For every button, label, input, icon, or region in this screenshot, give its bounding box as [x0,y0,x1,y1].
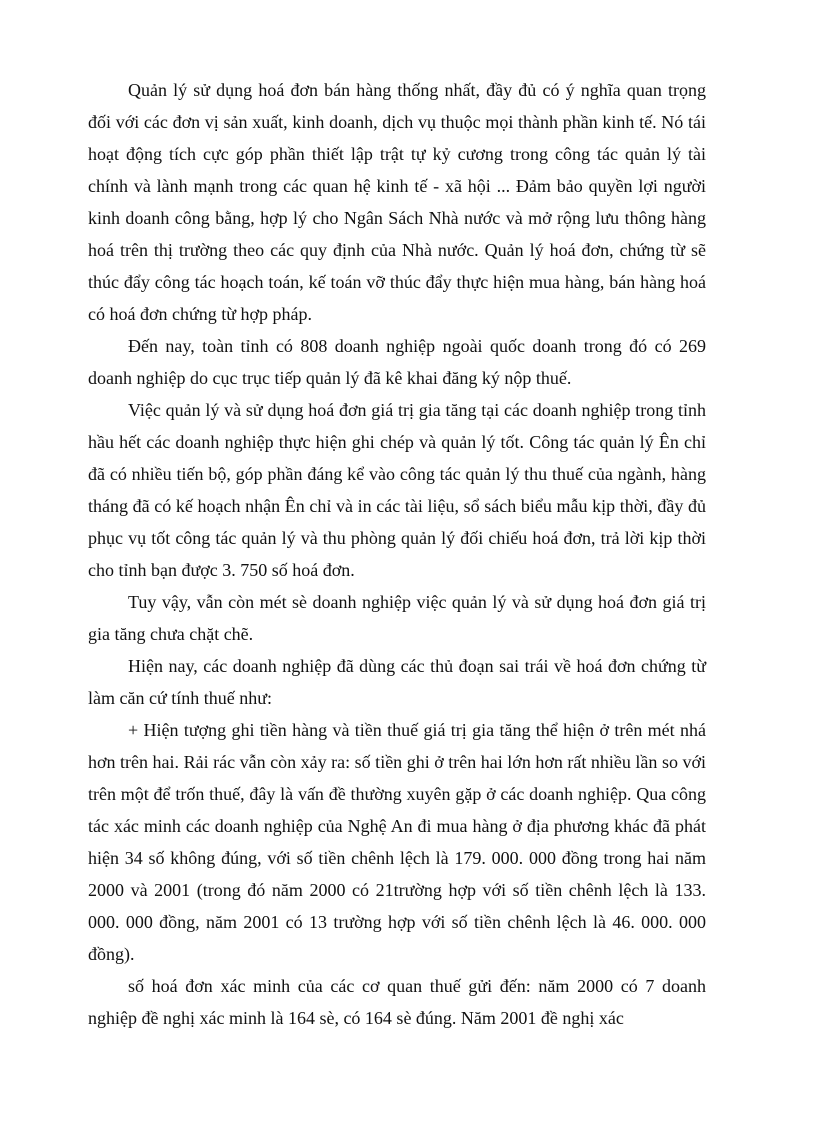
paragraph-verification: số hoá đơn xác minh của các cơ quan thuế gửi đến: năm 2000 có 7 doanh nghiệp đề nghị xác minh là 164 sè, có 164 sè đúng. Năm 2001 đề nghị xác [88,976,706,1028]
document-body [88,74,706,1034]
paragraph-fraud-methods-intro: Hiện nay, các doanh nghiệp đã dùng các thủ đoạn sai trái về hoá đơn chứng từ làm căn cứ tính thuế như: [88,656,706,708]
paragraph-fraud-details: + Hiện tượng ghi tiền hàng và tiền thuế giá trị gia tăng thể hiện ở trên mét nhá hơn trên hai. Rải rác vẫn còn xảy ra: số tiền ghi ở trên hai lớn hơn rất nhiều lần so với trên một để trốn thuế, đây là vấn đề thường xuyên gặp ở các doanh nghiệp. Qua công tác xác minh các doanh nghiệp của Nghệ An đi mua hàng ở địa phương khác đã phát hiện 34 số không đúng, với số tiền chênh lệch là 179. 000. 000 đồng trong hai năm 2000 và 2001 (trong đó năm 2000 có 21trường hợp với số tiền chênh lệch là 133. 000. 000 đồng, năm 2001 có 13 trường hợp với số tiền chênh lệch là 46. 000. 000 đồng). [88,720,706,964]
paragraph-vat-invoice-usage: Việc quản lý và sử dụng hoá đơn giá trị gia tăng tại các doanh nghiệp trong tỉnh hầu hết các doanh nghiệp thực hiện ghi chép và quản lý tốt. Công tác quản lý Ên chỉ đã có nhiều tiến bộ, góp phần đáng kể vào công tác quản lý thu thuế của ngành, hàng tháng đã có kế hoạch nhận Ên chỉ và in các tài liệu, sổ sách biểu mẫu kịp thời, đầy đủ phục vụ tốt công tác quản lý và thu phòng quản lý đối chiếu hoá đơn, trả lời kịp thời cho tỉnh bạn được 3. 750 số hoá đơn. [88,400,706,580]
paragraph-invoice-management: Quản lý sử dụng hoá đơn bán hàng thống nhất, đầy đủ có ý nghĩa quan trọng đối với các đơn vị sản xuất, kinh doanh, dịch vụ thuộc mọi thành phần kinh tế. Nó tái hoạt động tích cực góp phần thiết lập trật tự kỷ cương trong công tác quản lý tài chính và lành mạnh trong các quan hệ kinh tế - xã hội ... Đảm bảo quyền lợi người kinh doanh công bằng, hợp lý cho Ngân Sách Nhà nước và mở rộng lưu thông hàng hoá trên thị trường theo các quy định của Nhà nước. Quản lý hoá đơn, chứng từ sẽ thúc đẩy công tác hoạch toán, kế toán vỡ thúc đẩy thực hiện mua hàng, bán hàng hoá có hoá đơn chứng từ hợp pháp. [88,80,706,324]
paragraph-enterprise-count: Đến nay, toàn tỉnh có 808 doanh nghiệp ngoài quốc doanh trong đó có 269 doanh nghiệp do cục trục tiếp quản lý đã kê khai đăng ký nộp thuế. [88,336,706,388]
paragraph-shortcomings: Tuy vậy, vẫn còn mét sè doanh nghiệp việc quản lý và sử dụng hoá đơn giá trị gia tăng chưa chặt chẽ. [88,592,706,644]
